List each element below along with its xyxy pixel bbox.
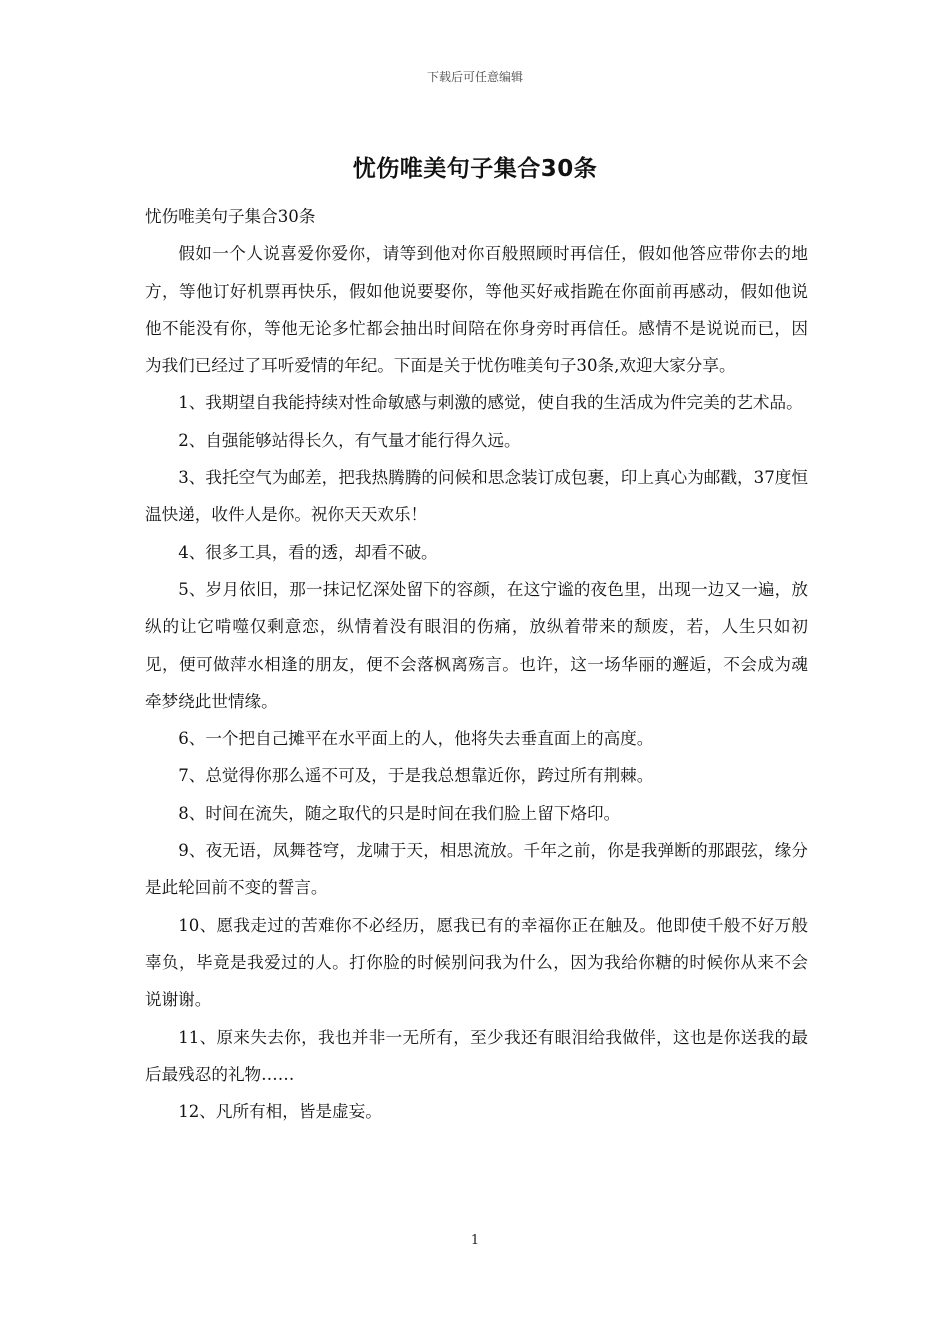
list-item: 9、夜无语，凤舞苍穹，龙啸于天，相思流放。千年之前，你是我弹断的那跟弦，缘分是此轮回前不变的誓言。 <box>145 841 808 898</box>
header-note: 下载后可任意编辑 <box>426 70 523 84</box>
list-item: 5、岁月依旧，那一抹记忆深处留下的容颜，在这宁谧的夜色里，出现一边又一遍，放纵的让它啃噬仅剩意恋，纵情着没有眼泪的伤痛，放纵着带来的颓废，若，人生只如初见，便可做萍水相逢的朋友，便不会落枫离殇言。也许，这一场华丽的邂逅，不会成为魂牵梦绕此世情缘。 <box>145 579 808 711</box>
intro-paragraph: 假如一个人说喜爱你爱你，请等到他对你百般照顾时再信任，假如他答应带你去的地方，等他订好机票再快乐，假如他说要娶你，等他买好戒指跪在你面前再感动，假如他说他不能没有你，等他无论多忙都会抽出时间陪在你身旁时再信任。感情不是说说而已，因为我们已经过了耳听爱情的年纪。下面是关于忧伤唯美句子30条,欢迎大家分享。 <box>145 244 808 376</box>
list-item: 3、我托空气为邮差，把我热腾腾的问候和思念装订成包裹，印上真心为邮戳，37度恒温快递，收件人是你。祝你天天欢乐！ <box>145 468 808 525</box>
list-item: 7、总觉得你那么遥不可及，于是我总想靠近你，跨过所有荆棘。 <box>178 766 654 786</box>
list-item: 1、我期望自我能持续对性命敏感与刺激的感觉，使自我的生活成为件完美的艺术品。 <box>178 393 803 413</box>
list-item: 10、愿我走过的苦难你不必经历，愿我已有的幸福你正在触及。他即使千般不好万般辜负，毕竟是我爱过的人。打你脸的时候别问我为什么，因为我给你糖的时候你从来不会说谢谢。 <box>145 915 808 1010</box>
document-body <box>145 198 808 1130</box>
list-item: 4、很多工具，看的透，却看不破。 <box>178 542 438 562</box>
list-item: 6、一个把自己摊平在水平面上的人，他将失去垂直面上的高度。 <box>178 729 654 749</box>
list-item: 11、原来失去你，我也并非一无所有，至少我还有眼泪给我做伴，这也是你送我的最后最残忍的礼物…… <box>145 1027 808 1084</box>
list-item: 2、自强能够站得长久，有气量才能行得久远。 <box>178 430 521 450</box>
list-item: 12、凡所有相，皆是虚妄。 <box>178 1102 382 1122</box>
document-subtitle: 忧伤唯美句子集合30条 <box>145 207 316 226</box>
page-title: 忧伤唯美句子集合30条 <box>352 156 598 182</box>
list-item: 8、时间在流失，随之取代的只是时间在我们脸上留下烙印。 <box>178 803 621 823</box>
page-number: 1 <box>470 1233 480 1248</box>
